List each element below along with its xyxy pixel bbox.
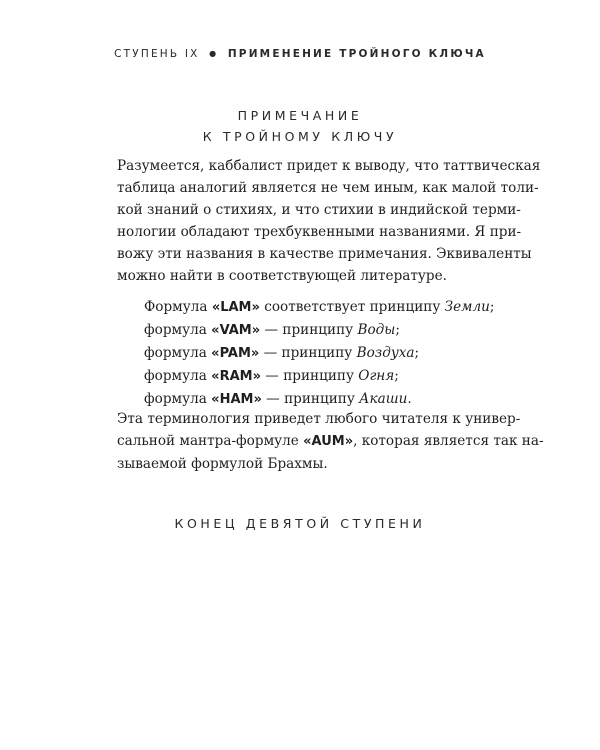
running-header — [0, 48, 600, 60]
aum-formula-code: «AUM» — [303, 434, 354, 449]
formula-element: Воздуха — [356, 345, 415, 361]
formula-prefix: Формула — [144, 299, 212, 315]
paragraph-2-line: зываемой формулой Брахмы. — [117, 456, 328, 472]
paragraph-1-line: вожу эти названия в качестве примечания. Эквиваленты — [117, 246, 532, 262]
formula-prefix: формула — [144, 345, 212, 361]
formula-middle: — принципу — [260, 322, 358, 338]
paragraph-2-text: , которая является так на- — [353, 433, 544, 449]
section-title-line1: ПРИМЕЧАНИЕ — [237, 108, 363, 123]
formula-row-vam — [144, 319, 494, 342]
formula-code: «PAM» — [211, 346, 260, 361]
paragraph-1-line: можно найти в соответствующей литературе. — [117, 268, 447, 284]
formula-row-lam — [144, 296, 494, 319]
formula-code: «VAM» — [211, 323, 261, 338]
paragraph-2 — [117, 408, 544, 475]
paragraph-2-line: Эта терминология приведет любого читателя к универ- — [117, 411, 521, 427]
paragraph-1-line: таблица аналогий является не чем иным, как малой толи- — [117, 180, 539, 196]
paragraph-1-line: кой знаний о стихиях, и что стихии в индийской терми- — [117, 202, 521, 218]
formula-element: Воды — [357, 322, 396, 338]
paragraph-2-text: сальной мантра-формуле — [117, 433, 304, 449]
formula-middle: — принципу — [261, 391, 360, 407]
paragraph-2-line — [117, 430, 544, 453]
header-separator: ● — [209, 49, 219, 58]
formula-end: ; — [395, 322, 400, 338]
formula-end: ; — [394, 368, 399, 384]
chapter-end-title: КОНЕЦ ДЕВЯТОЙ СТУПЕНИ — [174, 516, 426, 531]
formula-list — [144, 296, 494, 411]
formula-end: ; — [414, 345, 420, 361]
formula-code: «HAM» — [211, 392, 262, 407]
formula-prefix: формула — [144, 368, 212, 384]
formula-middle: — принципу — [259, 345, 357, 361]
header-title: ПРИМЕНЕНИЕ ТРОЙНОГО КЛЮЧА — [227, 48, 486, 60]
formula-middle: — принципу — [260, 368, 359, 384]
formula-row-ram — [144, 365, 494, 388]
formula-element: Акаши — [359, 391, 408, 407]
formula-element: Земли — [444, 299, 490, 315]
paragraph-1 — [117, 155, 541, 287]
formula-element: Огня — [358, 368, 395, 384]
formula-end: . — [407, 391, 412, 407]
section-title-line2: К ТРОЙНОМУ КЛЮЧУ — [202, 129, 398, 144]
paragraph-1-line: Разумеется, каббалист придет к выводу, что таттвическая — [117, 158, 541, 174]
paragraph-1-line: нологии обладают трехбуквенными названиями. Я при- — [117, 224, 522, 240]
formula-prefix: формула — [144, 322, 212, 338]
formula-middle: соответствует принципу — [259, 299, 445, 315]
formula-end: ; — [489, 299, 495, 315]
formula-code: «LAM» — [211, 300, 260, 315]
formula-row-pam — [144, 342, 494, 365]
formula-prefix: формула — [144, 391, 212, 407]
header-step: СТУПЕНЬ IX — [114, 48, 200, 60]
formula-code: «RAM» — [211, 369, 261, 384]
